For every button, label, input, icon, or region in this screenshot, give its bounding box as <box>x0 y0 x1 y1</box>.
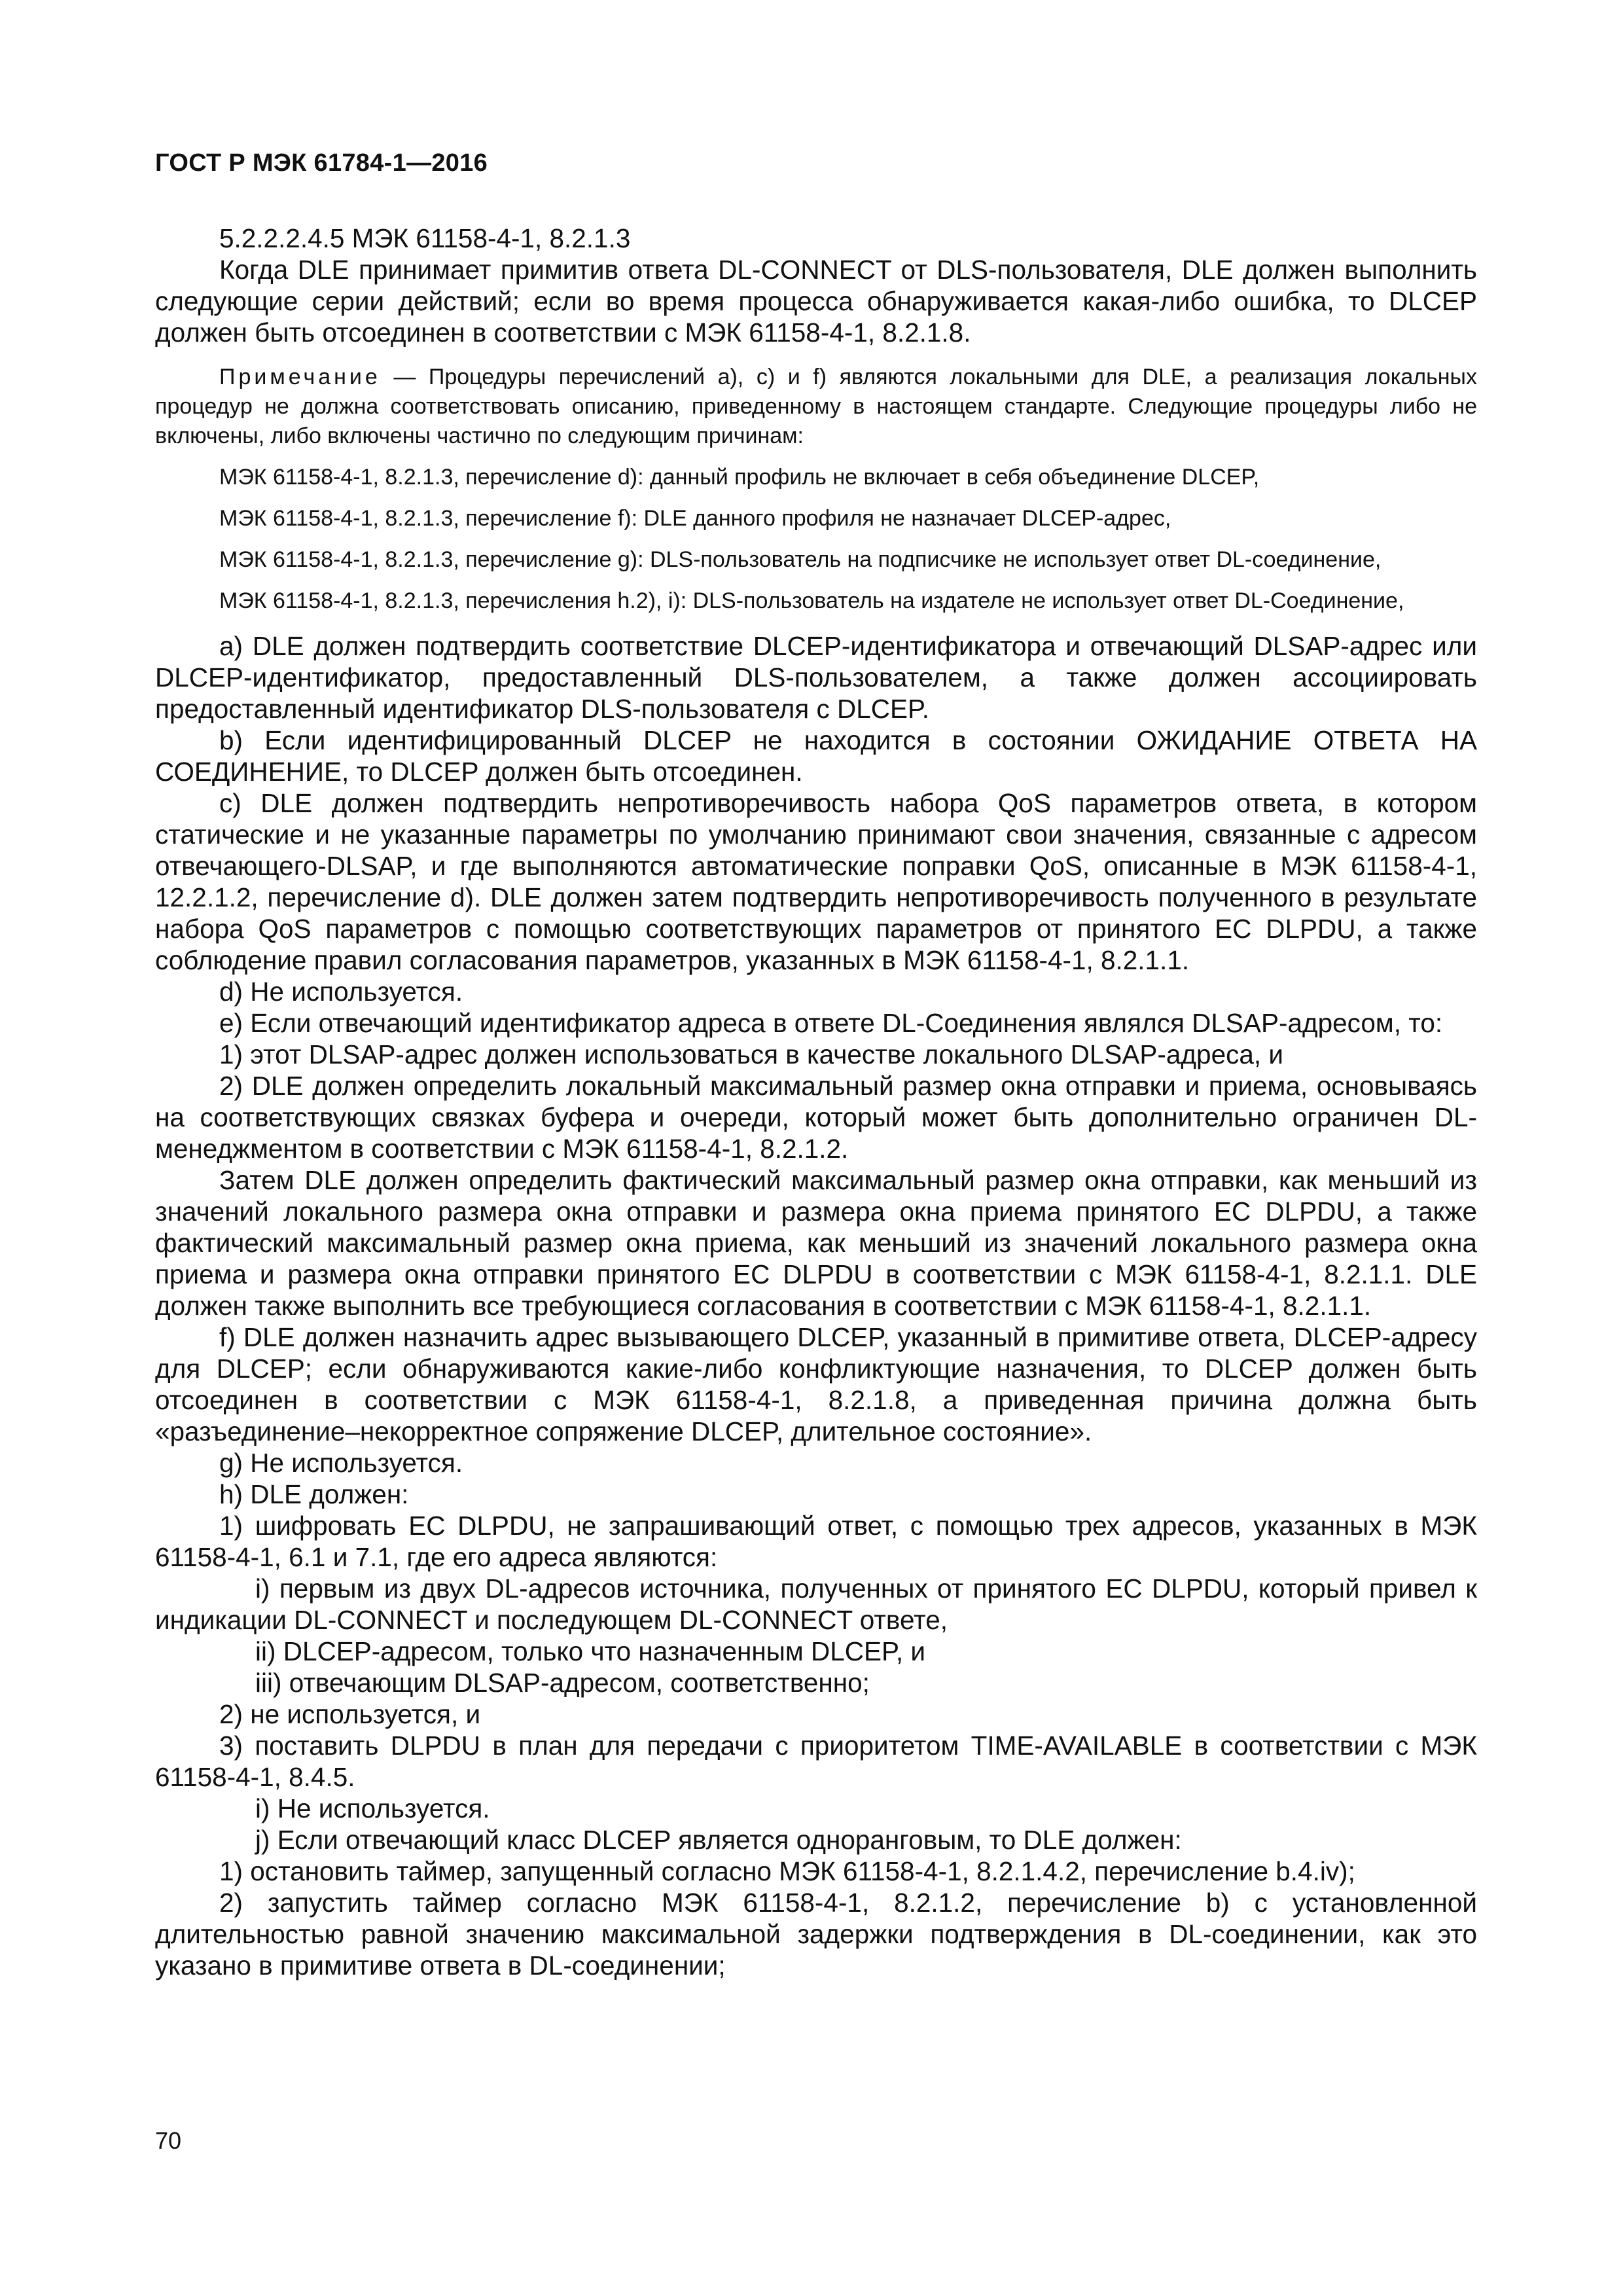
paragraph-e-then: Затем DLE должен определить фактический максимальный размер окна отправки, как меньший из значений локального размера окна отправки и размера окна приема принятого EC DLPDU, а также фактический максимальный размер окна приема, как меньший из значений локального размера окна приема и размера окна отправки принятого EC DLPDU в соответствии с МЭК 61158-4-1, 8.2.1.1. DLE должен также выполнить все требующиеся согласования в соответствии с МЭК 61158-4-1, 8.2.1.1. <box>155 1165 1477 1321</box>
paragraph-j: j) Если отвечающий класс DLCEP является одноранговым, то DLE должен: <box>255 1825 1182 1855</box>
paragraph-h1: 1) шифровать EC DLPDU, не запрашивающий ответ, с помощью трех адресов, указанных в МЭК 61158-4-1, 6.1 и 7.1, где его адреса являются: <box>155 1511 1477 1572</box>
paragraph-j2: 2) запустить таймер согласно МЭК 61158-4-1, 8.2.1.2, перечисление b) с установленной длительностью равной значению максимальной задержки подтверждения в DL-соединении, как это указано в примитиве ответа в DL-соединении; <box>155 1888 1477 1981</box>
note-text <box>155 363 1477 451</box>
paragraph-h: h) DLE должен: <box>219 1479 409 1509</box>
note-body: — Процедуры перечислений a), c) и f) являются локальными для DLE, а реализация локальных процедур не должна соответствовать описанию, приведенному в настоящем стандарте. Следующие процедуры либо не включены, либо включены частично по следующим причинам: <box>155 365 1477 448</box>
paragraph-b: b) Если идентифицированный DLCEP не находится в состоянии ОЖИДАНИЕ ОТВЕТА НА СОЕДИНЕНИЕ, то DLCEP должен быть отсоединен. <box>155 725 1477 787</box>
page-number: 70 <box>155 2127 182 2154</box>
paragraph-c: с) DLE должен подтвердить непротиворечивость набора QoS параметров ответа, в котором статические и не указанные параметры по умолчанию принимают свои значения, связанные с адресом отвечающего-DLSAP, и где выполняются автоматические поправки QoS, описанные в МЭК 61158-4-1, 12.2.1.2, перечисление d). DLE должен затем подтвердить непротиворечивость полученного в результате набора QoS параметров с помощью соответствующих параметров от принятого EC DLPDU, а также соблюдение правил согласования параметров, указанных в МЭК 61158-4-1, 8.2.1.1. <box>155 788 1477 975</box>
note-item: МЭК 61158-4-1, 8.2.1.3, перечисление f): DLE данного профиля не назначает DLCEP-адрес, <box>219 506 1171 531</box>
note-item: МЭК 61158-4-1, 8.2.1.3, перечисление d): данный профиль не включает в себя объединение DLCEP, <box>219 465 1260 490</box>
paragraph-e: е) Если отвечающий идентификатор адреса в ответе DL-Соединения являлся DLSAP-адресом, то: <box>219 1008 1443 1038</box>
paragraph-h1-i: i) первым из двух DL-адресов источника, полученных от принятого EC DLPDU, который привел к индикации DL-CONNECT и последующем DL-CONNECT ответе, <box>155 1573 1477 1635</box>
paragraph-g: g) Не используется. <box>219 1448 463 1478</box>
paragraph-h1-ii: ii) DLCEP-адресом, только что назначенным DLCEP, и <box>255 1636 925 1666</box>
paragraph-h2: 2) не используется, и <box>219 1699 481 1729</box>
note-item: МЭК 61158-4-1, 8.2.1.3, перечисление g): DLS-пользователь на подписчике не использует ответ DL-соединение, <box>219 547 1382 572</box>
paragraph-h1-iii: iii) отвечающим DLSAP-адресом, соответственно; <box>255 1668 870 1698</box>
note-item: МЭК 61158-4-1, 8.2.1.3, перечисления h.2), i): DLS-пользователь на издателе не использует ответ DL-Соединение, <box>219 588 1404 613</box>
note-label: Примечание <box>219 365 381 389</box>
document-body <box>155 223 1477 1981</box>
paragraph-f: f) DLE должен назначить адрес вызывающего DLCEP, указанный в примитиве ответа, DLCEP-адресу для DLCEP; если обнаруживаются какие-либо конфликтующие назначения, то DLCEP должен быть отсоединен в соответствии с МЭК 61158-4-1, 8.2.1.8, а приведенная причина должна быть «разъединение–некорректное сопряжение DLCEP, длительное состояние». <box>155 1322 1477 1446</box>
paragraph-e2: 2) DLE должен определить локальный максимальный размер окна отправки и приема, основываясь на соответствующих связках буфера и очереди, который может быть дополнительно ограничен DL-менеджментом в соответствии с МЭК 61158-4-1, 8.2.1.2. <box>155 1071 1477 1164</box>
paragraph-d: d) Не используется. <box>219 977 463 1007</box>
section-number: 5.2.2.2.4.5 МЭК 61158-4-1, 8.2.1.3 <box>219 223 631 253</box>
intro-paragraph: Когда DLE принимает примитив ответа DL-CONNECT от DLS-пользователя, DLE должен выполнить следующие серии действий; если во время процесса обнаруживается какая-либо ошибка, то DLCEP должен быть отсоединен в соответствии с МЭК 61158-4-1, 8.2.1.8. <box>155 255 1477 348</box>
paragraph-j1: 1) остановить таймер, запущенный согласно МЭК 61158-4-1, 8.2.1.4.2, перечисление b.4.iv); <box>219 1856 1355 1886</box>
paragraph-i: i) Не используется. <box>255 1793 490 1823</box>
paragraph-h3: 3) поставить DLPDU в план для передачи с приоритетом TIME-AVAILABLE в соответствии с МЭК 61158-4-1, 8.4.5. <box>155 1731 1477 1792</box>
paragraph-e1: 1) этот DLSAP-адрес должен использоваться в качестве локального DLSAP-адреса, и <box>219 1039 1283 1069</box>
paragraph-a: а) DLE должен подтвердить соответствие DLCEP-идентификатора и отвечающий DLSAP-адрес или DLCEP-идентификатор, предоставленный DLS-пользователем, а также должен ассоциировать предоставленный идентификатор DLS-пользователя с DLCEP. <box>155 631 1477 724</box>
document-header: ГОСТ Р МЭК 61784-1—2016 <box>155 149 488 177</box>
note-block <box>155 363 1477 616</box>
